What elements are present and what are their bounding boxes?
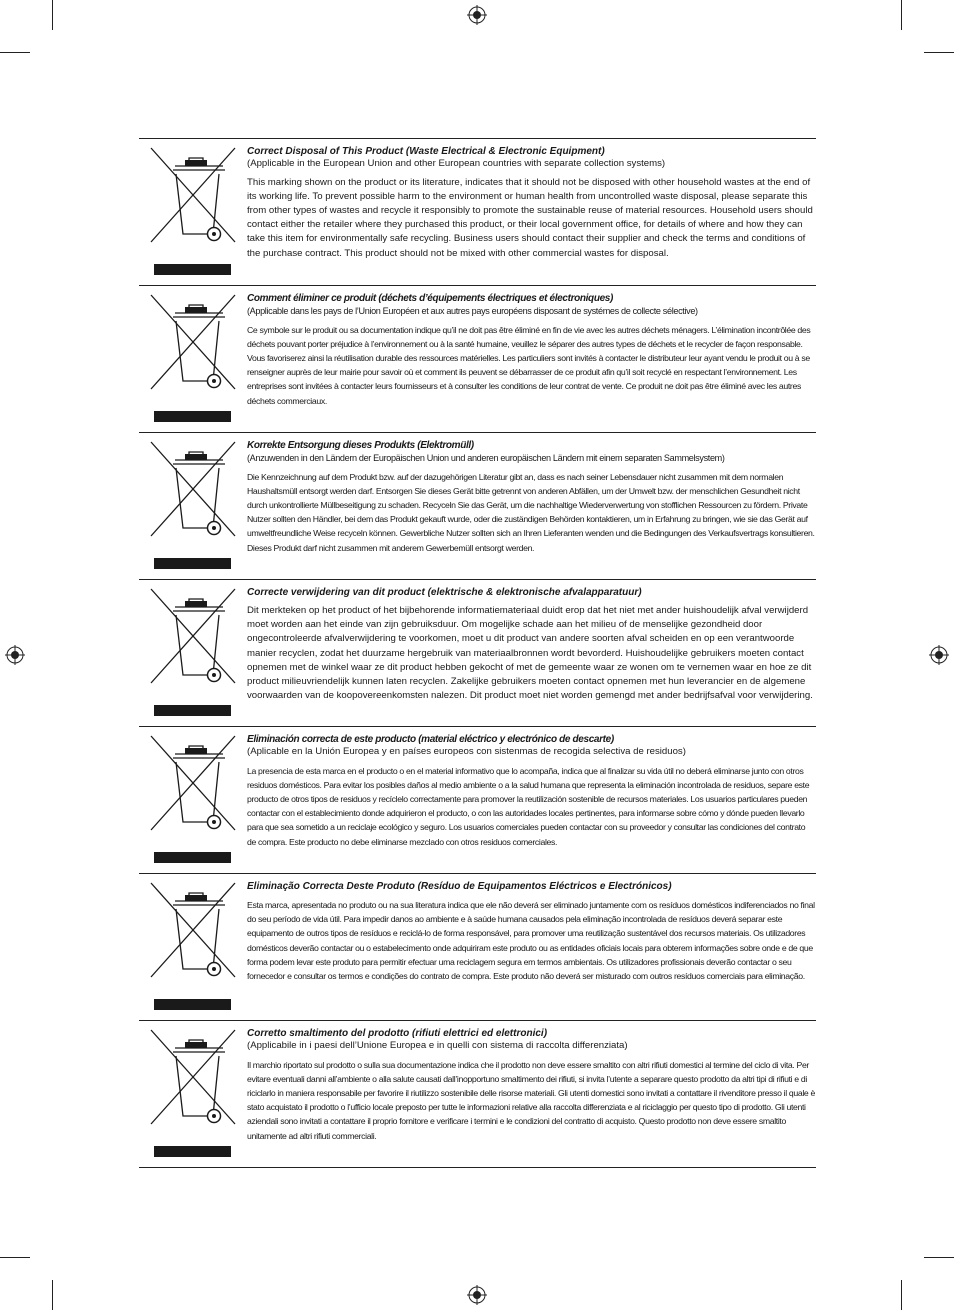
section-pt — [139, 874, 816, 1021]
notice-text — [247, 874, 816, 1020]
notice-text — [247, 727, 816, 873]
notice-title: Korrekte Entsorgung dieses Produkts (Elektromüll) — [247, 440, 474, 451]
crossed-out-wheelie-bin-icon — [149, 734, 237, 846]
weee-disposal-notices — [139, 138, 816, 1168]
notice-title: Correcte verwijdering van dit product (elektrische & elektronische afvalapparatuur) — [247, 587, 642, 598]
section-de — [139, 433, 816, 580]
crop-mark — [0, 1257, 30, 1258]
notice-text — [247, 139, 816, 285]
section-it — [139, 1021, 816, 1168]
registration-mark-icon — [467, 1285, 487, 1305]
black-bar — [154, 1146, 231, 1157]
crossed-out-wheelie-bin-icon — [149, 881, 237, 993]
notice-text — [247, 580, 816, 726]
section-nl — [139, 580, 816, 727]
crossed-out-wheelie-bin-icon — [149, 440, 237, 552]
notice-body: Ce symbole sur le produit ou sa documentation indique qu’il ne doit pas être éliminé en fin de vie avec les autres déchets ménagers. L’élimination incontrôlée des déchets pouvant porter préjudice à l’environnement ou à la santé humaine, veuillez le séparer des autres types de déchets et le recycler de façon responsable. Vous favoriserez ainsi la réutilisation durable des ressources matérielles. Les particuliers sont invités à contacter le distributeur leur ayant vendu le produit ou à se renseigner auprès de leur mairie pour savoir où et comment ils peuvent se débarrasser de ce produit afin qu’il soit recyclé en respectant l’environnement. Les entreprises sont invitées à contacter leurs fournisseurs et à consulter les conditions de leur contrat de vente. Ce produit ne doit pas être éliminé avec les autres déchets commerciaux. — [247, 324, 811, 406]
crop-mark — [924, 1257, 954, 1258]
section-es — [139, 727, 816, 874]
notice-subtitle: (Applicable dans les pays de l’Union Européen et aux autres pays européens disposant de systémes de collecte sélective) — [247, 306, 698, 316]
crop-mark — [901, 1280, 902, 1310]
notice-subtitle: (Aplicable en la Unión Europea y en países europeos con sistenmas de recogida selectiva de residuos) — [247, 746, 686, 757]
black-bar — [154, 705, 231, 716]
notice-body: Esta marca, apresentada no produto ou na sua literatura indica que ele não deverá ser eliminado juntamente com os resíduos domésticos indiferenciados no final do seu período de vida útil. Para impedir danos ao ambiente e à saúde humana causados pela eliminação incontrolada de resíduos deverá separar este equipamento de outros tipos de resíduos e reciclá-lo de forma responsável, para promover uma reutilização sustentável dos recursos materiais. Os utilizadores domésticos deverão contactar ou o estabelecimento onde adquiriram este produto ou as entidades oficiais locais para obterem informações sobre onde e de que forma podem levar este produto para permitir efectuar uma reciclagem segura em termos ambientais. Os utilizadores profissionais deverão contactar o seu fornecedor e consultar os termos e condições do contrato de compra. Este produto não deverá ser misturado com outros resíduos comerciais para eliminação. — [247, 900, 815, 982]
notice-body: Dit merkteken op het product of het bijbehorende informatiemateriaal duidt erop dat het niet met ander huishoudelijk afval verwijderd moet worden aan het einde van zijn gebruiksduur. Om mogelijke schade aan het milieu of de menselijke gezondheid door ongecontroleerde afvalverwijdering te voorkomen, moet u dit product van andere soorten afval scheiden en op een verantwoorde manier recyclen, zodat het duurzame hergebruik van materiaalbronnen wordt bevorderd. Huishoudelijke gebruikers moeten contact opnemen met de winkel waar ze dit product hebben gekocht of met de gemeente waar ze wonen om te vernemen waar en hoe ze dit product milieuvriendelijk kunnen laten recyclen. Zakelijke gebruikers moeten contact opnemen met hun leverancier en de algemene voorwaarden van de koopovereenkomsten nalezen. Dit product moet niet worden gemengd met ander bedrijfsafval voor verwijdering. — [247, 605, 813, 702]
crop-mark — [52, 0, 53, 30]
weee-icon-column — [139, 727, 247, 873]
notice-body: This marking shown on the product or its literature, indicates that it should not be disposed with other household wastes at the end of its working life. To prevent possible harm to the environment or human health from uncontrolled waste disposal, please separate this from other types of wastes and recycle it responsibly to promote the sustainable reuse of material resources. Household users should contact either the retailer where they purchased this product, or their local government office, for details of where and how they can take this item for environmentally safe recycling. Business users should contact their supplier and check the terms and conditions of the purchase contract. This product should not be mixed with other commercial wastes for disposal. — [247, 176, 813, 259]
weee-icon-column — [139, 139, 247, 285]
notice-subtitle: (Anzuwenden in den Ländern der Europäischen Union und anderen europäischen Ländern mit einem separaten Sammelsystem) — [247, 453, 725, 463]
crossed-out-wheelie-bin-icon — [149, 587, 237, 699]
section-en — [139, 139, 816, 286]
weee-icon-column — [139, 580, 247, 726]
weee-icon-column — [139, 433, 247, 579]
weee-icon-column — [139, 874, 247, 1020]
black-bar — [154, 411, 231, 422]
black-bar — [154, 852, 231, 863]
notice-text — [247, 286, 816, 432]
notice-body: Die Kennzeichnung auf dem Produkt bzw. auf der dazugehörigen Literatur gibt an, dass es nach seiner Lebensdauer nicht zusammen mit dem normalen Haushaltsmüll entsorgt werden darf. Entsorgen Sie dieses Gerät bitte getrennt von anderen Abfällen, um der Umwelt bzw. der menschlichen Gesundheit nicht durch unkontrollierte Müllbeseitigung zu schaden. Recyceln Sie das Gerät, um die nachhaltige Wiederverwertung von stofflichen Ressourcen zu fördern. Private Nutzer sollten den Händler, bei dem das Produkt gekauft wurde, oder die zuständigen Behörden kontaktieren, um in Erfahrung zu bringen, wie sie das Gerät auf umweltfreundliche Weise recyceln können. Gewerbliche Nutzer sollten sich an Ihren Lieferanten wenden und die Bedingungen des Verkaufsvertrags konsultieren. Dieses Produkt darf nicht zusammen mit anderem Gewerbemüll entsorgt werden. — [247, 471, 815, 553]
notice-title: Correct Disposal of This Product (Waste Electrical & Electronic Equipment) — [247, 146, 605, 157]
notice-title: Corretto smaltimento del prodotto (rifiuti elettrici ed elettronici) — [247, 1028, 548, 1039]
crossed-out-wheelie-bin-icon — [149, 293, 237, 405]
crop-mark — [924, 52, 954, 53]
notice-subtitle: (Applicabile in i paesi dell’Unione Europea e in quelli con sistema di raccolta differenziata) — [247, 1040, 628, 1051]
notice-text — [247, 1021, 816, 1167]
registration-mark-icon — [5, 645, 25, 665]
notice-subtitle: (Applicable in the European Union and other European countries with separate collection systems) — [247, 158, 666, 169]
crop-mark — [0, 52, 30, 53]
notice-body: Il marchio riportato sul prodotto o sulla sua documentazione indica che il prodotto non deve essere smaltito con altri rifiuti domestici al termine del ciclo di vita. Per evitare eventuali danni all’ambiente o alla salute causati dall’inopportuno smaltimento dei rifiuti, si invita l’utente a separare questo prodotto da altri tipi di rifiuti e di riciclarlo in maniera responsabile per favorire il riutilizzo sostenibile delle risorse materiali. Gli utenti domestici sono invitati a contattare il rivenditore presso il quale è stato acquistato il prodotto o l’ufficio locale preposto per tutte le informazioni relative alla raccolta differenziata e al riciclaggio per questo tipo di prodotto. Gli utenti aziendali sono invitati a contattare il proprio fornitore e verificare i termini e le condizioni del contratto di acquisto. Questo prodotto non deve essere smaltito unitamente ad altri rifiuti commerciali. — [247, 1059, 815, 1141]
crossed-out-wheelie-bin-icon — [149, 146, 237, 258]
notice-body: La presencia de esta marca en el producto o en el material informativo que lo acompaña, indica que al finalizar su vida útil no deberá eliminarse junto con otros residuos domésticos. Para evitar los posibles daños al medio ambiente o a la salud humana que representa la eliminación incontrolada de residuos, separe este producto de otros tipos de residuos y recíclelo correctamente para promover la reutilización sostenible de recursos materiales. Los usuarios particulares pueden contactar con el establecimiento donde adquirieron el producto, o con las autoridades locales pertinentes, para informarse sobre cómo y dónde pueden llevarlo para que sea sometido a un reciclaje ecológico y seguro. Los usuarios comerciales pueden contactar con su proveedor y consultar las condiciones del contrato de compra. Este producto no debe eliminarse mezclado con otros residuos comerciales. — [247, 765, 810, 847]
notice-text — [247, 433, 816, 579]
black-bar — [154, 999, 231, 1010]
notice-title: Eliminação Correcta Deste Produto (Resíduo de Equipamentos Eléctricos e Electrónicos) — [247, 881, 672, 892]
black-bar — [154, 264, 231, 275]
registration-mark-icon — [467, 5, 487, 25]
section-fr — [139, 286, 816, 433]
black-bar — [154, 558, 231, 569]
weee-icon-column — [139, 1021, 247, 1167]
crossed-out-wheelie-bin-icon — [149, 1028, 237, 1140]
crop-mark — [52, 1280, 53, 1310]
notice-title: Eliminación correcta de este producto (material eléctrico y electrónico de descarte) — [247, 734, 614, 745]
crop-mark — [901, 0, 902, 30]
weee-icon-column — [139, 286, 247, 432]
notice-title: Comment éliminer ce produit (déchets d’équipements électriques et électroniques) — [247, 293, 613, 304]
registration-mark-icon — [929, 645, 949, 665]
